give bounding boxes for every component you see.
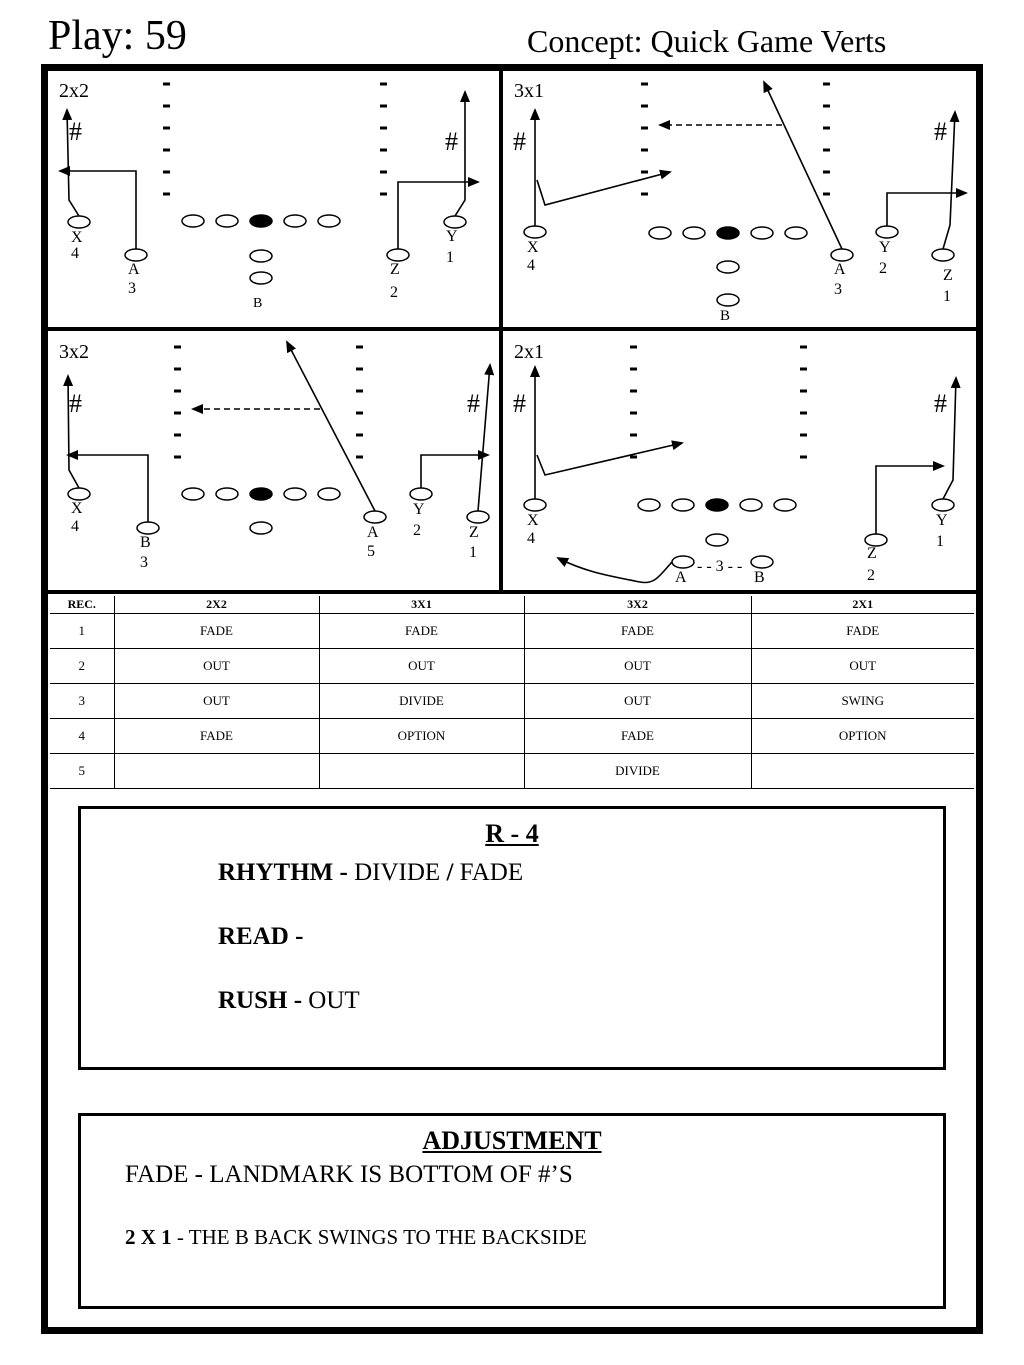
offensive-line	[638, 499, 796, 546]
player-y-number: 1	[446, 249, 454, 266]
receivers	[68, 488, 489, 534]
table-header-row	[50, 596, 974, 614]
player-y-number: 1	[936, 533, 944, 550]
adjustment-line-2	[125, 1225, 587, 1250]
table-row	[50, 614, 974, 649]
player-a: A	[834, 261, 846, 278]
routes	[535, 82, 966, 249]
r4-read-box	[78, 806, 946, 1070]
player-a-number: 3	[128, 280, 136, 297]
table-row	[50, 754, 974, 789]
yard-dashes	[641, 84, 830, 194]
offensive-line	[649, 227, 807, 306]
table-cell: DIVIDE	[319, 684, 524, 719]
r4-title: R - 4	[485, 819, 539, 848]
diagram-2x2	[59, 80, 478, 311]
table-cell: 1	[50, 614, 114, 649]
table-cell	[114, 754, 319, 789]
offensive-line	[182, 215, 340, 284]
hash-mark-left: #	[69, 389, 82, 418]
player-x: X	[71, 500, 83, 517]
adjustment-line-2-rest: - THE B BACK SWINGS TO THE BACKSIDE	[171, 1225, 587, 1249]
player-x-number: 4	[527, 257, 535, 274]
player-b: B	[720, 308, 731, 324]
header-cell: REC.	[50, 596, 114, 614]
table-cell: SWING	[751, 684, 974, 719]
table-cell	[751, 754, 974, 789]
table-cell: FADE	[114, 614, 319, 649]
rush-label: RUSH -	[218, 987, 303, 1014]
table-cell: 5	[50, 754, 114, 789]
hash-mark-right: #	[934, 389, 947, 418]
hash-mark-right: #	[445, 127, 458, 156]
adjustment-box	[78, 1113, 946, 1309]
player-y: Y	[413, 501, 425, 518]
player-x: X	[527, 512, 539, 529]
player-x-number: 4	[527, 530, 535, 547]
player-z: Z	[867, 545, 877, 562]
table-cell: OPTION	[751, 719, 974, 754]
player-a-number: 5	[367, 543, 375, 560]
rhythm-slash: /	[446, 859, 454, 886]
player-a: A	[128, 261, 140, 278]
hash-mark-right: #	[467, 389, 480, 418]
player-y: Y	[936, 512, 948, 529]
header-cell: 2X1	[751, 596, 974, 614]
player-b: B	[140, 534, 151, 551]
formation-label-3x2: 3x2	[59, 341, 89, 363]
player-a-number: 3	[834, 281, 842, 298]
header-cell: 3X2	[524, 596, 751, 614]
player-x-number: 4	[71, 518, 79, 535]
play-title: Play: 59	[48, 13, 187, 59]
formation-label-2x1: 2x1	[514, 341, 544, 363]
player-x-number: 4	[71, 245, 79, 262]
table-row	[50, 719, 974, 754]
routes	[68, 342, 490, 522]
hash-mark-left: #	[513, 389, 526, 418]
table-cell: OUT	[114, 649, 319, 684]
table-cell: 3	[50, 684, 114, 719]
hash-mark-right: #	[934, 117, 947, 146]
offensive-line	[182, 488, 340, 534]
link-number: - - 3 - -	[697, 558, 743, 575]
rush-line	[218, 987, 360, 1015]
rhythm-line	[218, 859, 523, 887]
table-cell: OUT	[524, 684, 751, 719]
rush-value: OUT	[308, 987, 360, 1014]
player-y-number: 2	[879, 260, 887, 277]
player-y-number: 2	[413, 522, 421, 539]
adjustment-line-1: FADE - LANDMARK IS BOTTOM OF #’S	[125, 1161, 573, 1188]
diagram-2x1	[513, 341, 956, 586]
yard-dashes	[163, 84, 387, 194]
read-line	[218, 923, 303, 951]
player-x: X	[527, 239, 539, 256]
player-y: Y	[879, 239, 891, 256]
player-y: Y	[446, 228, 458, 245]
table-cell: FADE	[319, 614, 524, 649]
table-row	[50, 649, 974, 684]
player-b-number: 3	[140, 554, 148, 571]
header-cell: 2X2	[114, 596, 319, 614]
table-cell: OUT	[524, 649, 751, 684]
table-cell	[319, 754, 524, 789]
read-label: READ -	[218, 923, 304, 950]
player-b: B	[754, 569, 765, 586]
yard-dashes	[174, 347, 363, 457]
table-cell: OUT	[751, 649, 974, 684]
table-cell: FADE	[114, 719, 319, 754]
diagram-3x2	[59, 341, 490, 571]
table-cell: DIVIDE	[524, 754, 751, 789]
table-cell: OUT	[319, 649, 524, 684]
yard-dashes	[630, 347, 807, 457]
table-row	[50, 684, 974, 719]
player-z: Z	[469, 524, 479, 541]
player-a: A	[675, 569, 687, 586]
table-cell: FADE	[524, 614, 751, 649]
player-b: B	[253, 296, 263, 311]
adjustment-title: ADJUSTMENT	[422, 1126, 602, 1155]
table-cell: FADE	[751, 614, 974, 649]
rhythm-label: RHYTHM -	[218, 859, 348, 886]
table-cell: OUT	[114, 684, 319, 719]
adjustment-line-2-bold: 2 X 1	[125, 1225, 172, 1249]
player-z-number: 2	[390, 284, 398, 301]
player-a: A	[367, 524, 379, 541]
player-z-number: 1	[469, 544, 477, 561]
header-cell: 3X1	[319, 596, 524, 614]
hash-mark-left: #	[69, 117, 82, 146]
table-cell: OPTION	[319, 719, 524, 754]
player-z-number: 2	[867, 567, 875, 584]
rhythm-value-2: FADE	[459, 859, 524, 886]
table-cell: FADE	[524, 719, 751, 754]
table-cell: 2	[50, 649, 114, 684]
formation-label-3x1: 3x1	[514, 80, 544, 102]
formation-label-2x2: 2x2	[59, 80, 89, 102]
table-cell: 4	[50, 719, 114, 754]
diagram-3x1	[513, 80, 966, 324]
player-z: Z	[943, 267, 953, 284]
player-x: X	[71, 229, 83, 246]
player-z-number: 1	[943, 288, 951, 305]
hash-mark-left: #	[513, 127, 526, 156]
receiver-table	[50, 596, 974, 789]
concept-title: Concept: Quick Game Verts	[527, 23, 887, 59]
rhythm-value-1: DIVIDE	[354, 859, 441, 886]
player-z: Z	[390, 261, 400, 278]
routes	[535, 367, 956, 583]
